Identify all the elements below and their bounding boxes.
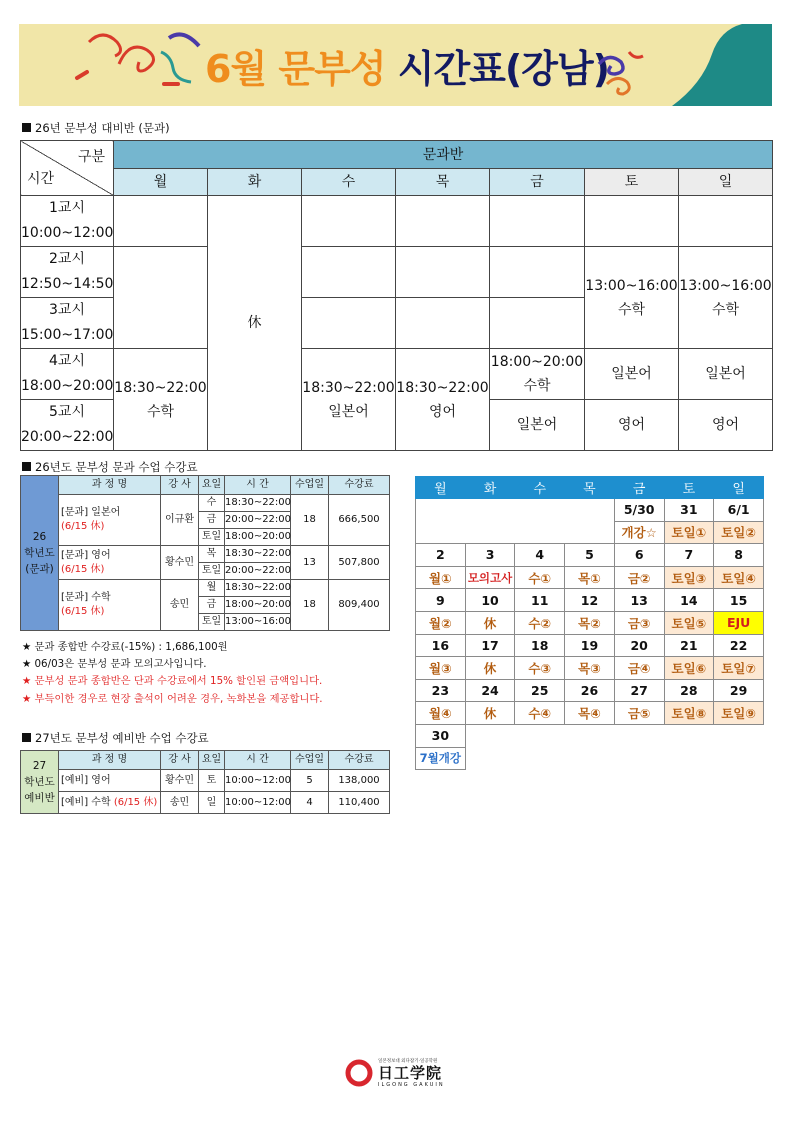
- class-cell: 영어: [679, 400, 773, 451]
- calendar-date: 10: [465, 589, 515, 612]
- teal-corner-shape: [642, 24, 772, 106]
- calendar-date: 15: [714, 589, 764, 612]
- day: 월: [199, 580, 225, 597]
- calendar-date: 19: [565, 634, 615, 657]
- day: 일: [199, 792, 225, 814]
- time: 20:00~22:00: [225, 512, 291, 529]
- logo-english: ILGONG GAKUIN: [378, 1081, 445, 1088]
- calendar-date: 22: [714, 634, 764, 657]
- day: 수: [199, 495, 225, 512]
- fee: 666,500: [329, 495, 390, 546]
- calendar-date: 20: [614, 634, 664, 657]
- calendar-date: 14: [664, 589, 714, 612]
- calendar-event: 토일⑦: [714, 657, 764, 680]
- calendar-event: 수②: [515, 611, 565, 634]
- column-header: 강 사: [161, 476, 199, 495]
- calendar-date: 16: [416, 634, 466, 657]
- day: 목: [199, 546, 225, 563]
- teacher: 송민: [161, 580, 199, 631]
- calendar-event: 목②: [565, 611, 615, 634]
- section-heading-fees26: 26년도 문부성 문과 수업 수강료: [22, 459, 198, 475]
- day-header: 일: [679, 169, 773, 196]
- class-count: 18: [291, 580, 329, 631]
- section-heading-timetable: 26년 문부성 대비반 (문과): [22, 120, 170, 136]
- calendar-event: 금⑤: [614, 702, 664, 725]
- square-bullet-icon: [22, 462, 31, 471]
- calendar-date: 28: [664, 679, 714, 702]
- calendar-blank: [465, 724, 763, 747]
- grade-label: 26 학년도 (문과): [21, 476, 59, 631]
- time: 18:30~22:00: [225, 580, 291, 597]
- academy-logo: [344, 1058, 445, 1088]
- column-header: 강 사: [161, 751, 199, 770]
- period-cell: 3교시 15:00~17:00: [21, 298, 114, 349]
- calendar-event: 토일③: [664, 566, 714, 589]
- fee: 110,400: [329, 792, 390, 814]
- empty-cell: [396, 298, 490, 349]
- day-header: 금: [490, 169, 585, 196]
- calendar-date: 18: [515, 634, 565, 657]
- fee: 138,000: [329, 770, 390, 792]
- class-cell: 13:00~16:00 수학: [585, 247, 679, 349]
- calendar-date: 2: [416, 544, 466, 567]
- calendar-date: 26: [565, 679, 615, 702]
- empty-cell: [302, 298, 396, 349]
- empty-cell: [302, 196, 396, 247]
- day-header: 목: [396, 169, 490, 196]
- calendar-event: 토일⑤: [664, 611, 714, 634]
- course-name: [예비] 수학 (6/15 休): [59, 792, 161, 814]
- calendar-event: 수①: [515, 566, 565, 589]
- column-header: 과 정 명: [59, 476, 161, 495]
- calendar-event: 금②: [614, 566, 664, 589]
- fees27-table: [20, 750, 390, 814]
- calendar-event: 수③: [515, 657, 565, 680]
- note-item: ★ 문부성 문과 종합반은 단과 수강료에서 15% 할인된 금액입니다.: [22, 675, 323, 688]
- calendar-event: 개강☆: [614, 521, 664, 544]
- calendar-event: 월②: [416, 611, 466, 634]
- column-header: 시 간: [225, 476, 291, 495]
- course-name: [문과] 영어 (6/15 休): [59, 546, 161, 580]
- calendar-date: 29: [714, 679, 764, 702]
- calendar-date: 13: [614, 589, 664, 612]
- square-bullet-icon: [22, 733, 31, 742]
- column-header: 수업일: [291, 751, 329, 770]
- title-banner: [19, 24, 772, 106]
- class-cell: 일본어: [585, 349, 679, 400]
- calendar-day-header: 목: [565, 477, 615, 499]
- calendar-date: 4: [515, 544, 565, 567]
- calendar-date: 5/30: [614, 499, 664, 522]
- calendar-day-header: 토: [664, 477, 714, 499]
- column-header: 수강료: [329, 476, 390, 495]
- empty-cell: [490, 247, 585, 298]
- fees26-table: [20, 475, 390, 631]
- column-header: 수업일: [291, 476, 329, 495]
- calendar-event-eju: EJU: [714, 611, 764, 634]
- period-cell: 5교시 20:00~22:00: [21, 400, 114, 451]
- calendar-date: 24: [465, 679, 515, 702]
- day-header: 수: [302, 169, 396, 196]
- calendar-event: 토일⑧: [664, 702, 714, 725]
- logo-tagline: 일본정보대 외다잡기·일공학원: [378, 1058, 438, 1064]
- time: 18:30~22:00: [225, 546, 291, 563]
- time: 10:00~12:00: [225, 792, 291, 814]
- column-header: 과 정 명: [59, 751, 161, 770]
- calendar-date: 11: [515, 589, 565, 612]
- empty-cell: [490, 298, 585, 349]
- teacher: 송민: [161, 792, 199, 814]
- calendar-event: 토일②: [714, 521, 764, 544]
- column-header: 수강료: [329, 751, 390, 770]
- day: 금: [199, 597, 225, 614]
- class-cell: 13:00~16:00 수학: [679, 247, 773, 349]
- calendar-event: 토일①: [664, 521, 714, 544]
- calendar-date: 21: [664, 634, 714, 657]
- time: 18:00~20:00: [225, 529, 291, 546]
- notes-list: [22, 639, 323, 708]
- calendar-date: 5: [565, 544, 615, 567]
- day: 토일: [199, 563, 225, 580]
- calendar-date: 3: [465, 544, 515, 567]
- calendar-event: 休: [465, 657, 515, 680]
- empty-cell: [114, 247, 208, 349]
- time: 10:00~12:00: [225, 770, 291, 792]
- calendar-event: 금④: [614, 657, 664, 680]
- empty-cell: [396, 196, 490, 247]
- tuesday-off-cell: 休: [208, 196, 302, 451]
- class-cell: 18:30~22:00 일본어: [302, 349, 396, 451]
- column-header: 요일: [199, 751, 225, 770]
- calendar-date: 8: [714, 544, 764, 567]
- calendar-event: 休: [465, 702, 515, 725]
- time: 18:00~20:00: [225, 597, 291, 614]
- circle-logo-icon: [344, 1058, 374, 1088]
- calendar-event: 모의고사: [465, 566, 515, 589]
- june-calendar: [415, 476, 764, 770]
- column-header: 시 간: [225, 751, 291, 770]
- corner-cell: 구분 시간: [21, 141, 114, 196]
- fee: 507,800: [329, 546, 390, 580]
- calendar-day-header: 일: [714, 477, 764, 499]
- class-cell: 일본어: [679, 349, 773, 400]
- day-header: 화: [208, 169, 302, 196]
- calendar-date: 12: [565, 589, 615, 612]
- group-header: 문과반: [114, 141, 773, 169]
- calendar-date: 6/1: [714, 499, 764, 522]
- logo-name: 日工学院: [378, 1063, 443, 1082]
- calendar-blank: [465, 747, 763, 770]
- class-cell: 18:30~22:00 수학: [114, 349, 208, 451]
- period-cell: 1교시 10:00~12:00: [21, 196, 114, 247]
- column-header: 요일: [199, 476, 225, 495]
- empty-cell: [679, 196, 773, 247]
- empty-cell: [396, 247, 490, 298]
- section-heading-fees27: 27년도 문부성 예비반 수업 수강료: [22, 730, 209, 746]
- empty-cell: [490, 196, 585, 247]
- teacher: 이규환: [161, 495, 199, 546]
- teacher: 황수민: [161, 546, 199, 580]
- day: 금: [199, 512, 225, 529]
- time: 13:00~16:00: [225, 614, 291, 631]
- class-cell: 영어: [585, 400, 679, 451]
- period-cell: 2교시 12:50~14:50: [21, 247, 114, 298]
- calendar-event: 목④: [565, 702, 615, 725]
- fee: 809,400: [329, 580, 390, 631]
- class-count: 4: [291, 792, 329, 814]
- timetable: [20, 140, 773, 451]
- decorative-swirl-icon: [19, 24, 204, 106]
- class-cell: 일본어: [490, 400, 585, 451]
- note-item: ★ 부득이한 경우로 현장 출석이 어려운 경우, 녹화본을 제공합니다.: [22, 692, 323, 705]
- calendar-event: 월④: [416, 702, 466, 725]
- teacher: 황수민: [161, 770, 199, 792]
- time: 18:30~22:00: [225, 495, 291, 512]
- calendar-event: 토일④: [714, 566, 764, 589]
- course-name: [예비] 영어: [59, 770, 161, 792]
- calendar-date: 27: [614, 679, 664, 702]
- calendar-event: 토일⑨: [714, 702, 764, 725]
- course-name: [문과] 일본어 (6/15 休): [59, 495, 161, 546]
- class-cell: 18:00~20:00 수학: [490, 349, 585, 400]
- page-title: 6월 문부성 시간표(강남): [205, 47, 610, 91]
- calendar-event: 금③: [614, 611, 664, 634]
- calendar-event: 월①: [416, 566, 466, 589]
- calendar-date: 30: [416, 724, 466, 747]
- calendar-day-header: 수: [515, 477, 565, 499]
- day: 토일: [199, 614, 225, 631]
- class-count: 18: [291, 495, 329, 546]
- time: 20:00~22:00: [225, 563, 291, 580]
- calendar-date: 7: [664, 544, 714, 567]
- note-item: ★ 06/03은 문부성 문과 모의고사입니다.: [22, 658, 207, 671]
- calendar-event: 월③: [416, 657, 466, 680]
- class-count: 13: [291, 546, 329, 580]
- calendar-date: 9: [416, 589, 466, 612]
- day-header: 월: [114, 169, 208, 196]
- calendar-event: 목①: [565, 566, 615, 589]
- square-bullet-icon: [22, 123, 31, 132]
- day: 토: [199, 770, 225, 792]
- calendar-day-header: 월: [416, 477, 466, 499]
- calendar-date: 17: [465, 634, 515, 657]
- calendar-event: 목③: [565, 657, 615, 680]
- day-header: 토: [585, 169, 679, 196]
- course-name: [문과] 수학 (6/15 休): [59, 580, 161, 631]
- period-cell: 4교시 18:00~20:00: [21, 349, 114, 400]
- class-count: 5: [291, 770, 329, 792]
- class-cell: 18:30~22:00 영어: [396, 349, 490, 451]
- calendar-date: 25: [515, 679, 565, 702]
- calendar-event: 토일⑥: [664, 657, 714, 680]
- calendar-date: 31: [664, 499, 714, 522]
- empty-cell: [302, 247, 396, 298]
- calendar-event-july: 7월개강: [416, 747, 466, 770]
- calendar-day-header: 금: [614, 477, 664, 499]
- calendar-date: 23: [416, 679, 466, 702]
- calendar-event: 休: [465, 611, 515, 634]
- note-item: ★ 문과 종합반 수강료(-15%) : 1,686,100원: [22, 641, 228, 653]
- calendar-date: 6: [614, 544, 664, 567]
- empty-cell: [114, 196, 208, 247]
- calendar-day-header: 화: [465, 477, 515, 499]
- grade-label: 27 학년도 예비반: [21, 751, 59, 814]
- empty-cell: [585, 196, 679, 247]
- calendar-empty: [416, 499, 615, 544]
- day: 토일: [199, 529, 225, 546]
- calendar-event: 수④: [515, 702, 565, 725]
